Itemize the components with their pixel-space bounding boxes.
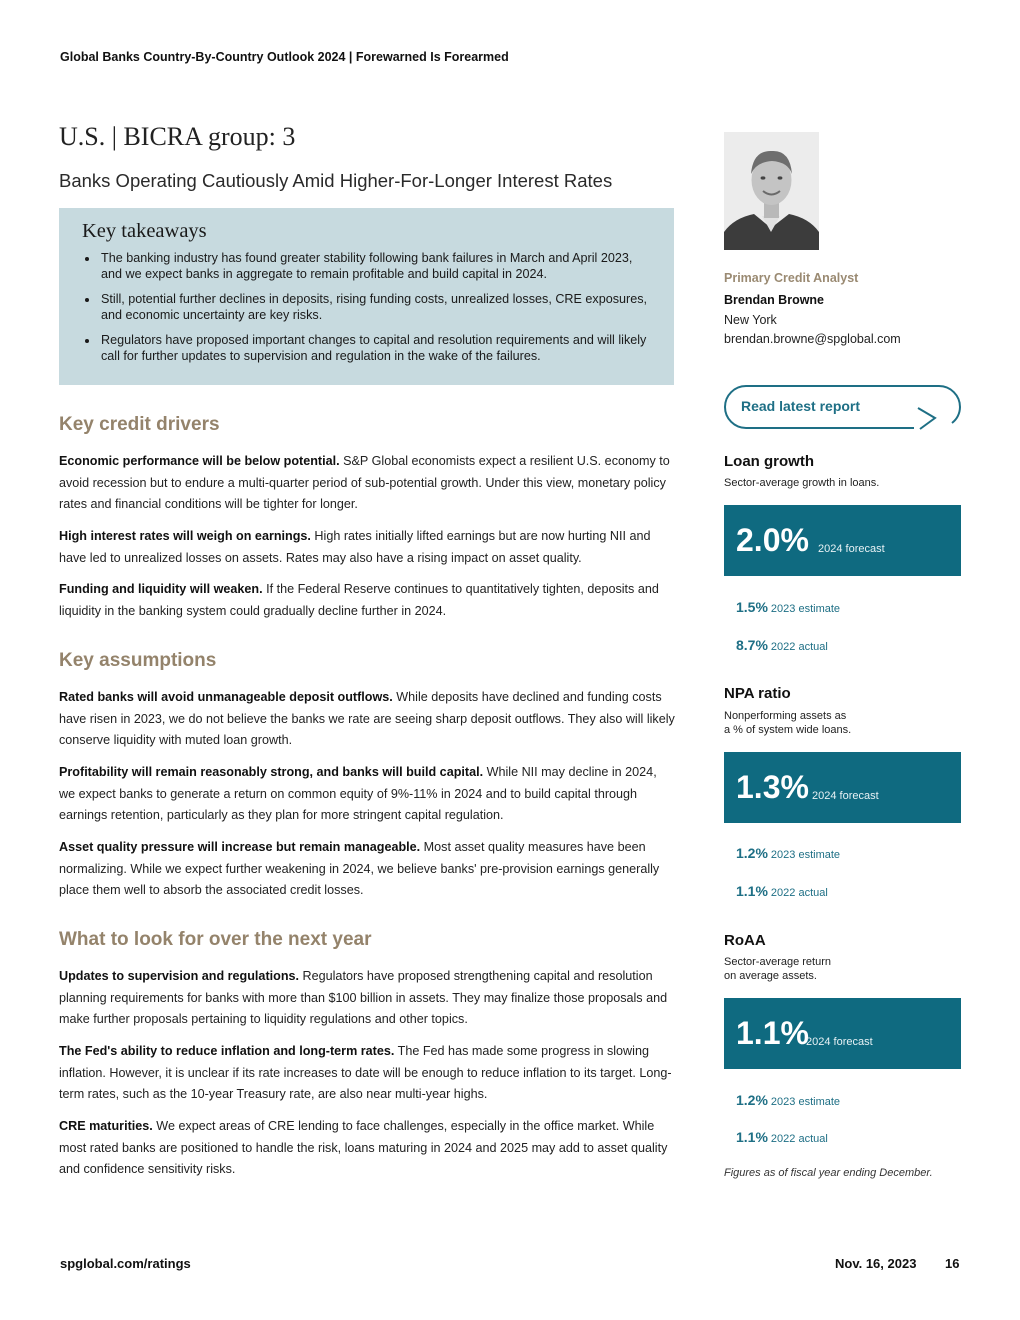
what-to-look-for-heading: What to look for over the next year [59,929,372,950]
metric-actual-value: 1.1% [736,1129,768,1145]
assumption-lead: Rated banks will avoid unmanageable deposit outflows. [59,690,393,704]
assumption-lead: Profitability will remain reasonably strong, and banks will build capital. [59,765,484,779]
metric-estimate-label: 2023 estimate [770,1096,841,1108]
metric-forecast-box [724,505,961,576]
footer-date: Nov. 16, 2023 [835,1256,917,1271]
metric-forecast-value: 1.1% [736,1015,809,1051]
metric-actual-value: 8.7% [736,637,768,653]
metric-actual [736,883,828,899]
report-header-title: Global Banks Country-By-Country Outlook 2024 | Forewarned Is Forearmed [60,50,509,64]
metric-actual [736,1129,828,1145]
analyst-name: Brendan Browne [724,293,825,307]
metric-actual [736,637,828,653]
metric-actual-value: 1.1% [736,883,768,899]
analyst-photo [724,132,819,250]
metric-forecast-label: 2024 forecast [818,543,885,555]
metric-subtitle [724,710,924,737]
metric-estimate-value: 1.2% [736,845,768,861]
takeaway-item: • Regulators have proposed important changes to capital and resolution requirements and will likely call for further updates to supervision and regulation in the wake of the failures. [99,333,650,364]
metric-actual-label: 2022 actual [770,887,828,899]
metric-actual-label: 2022 actual [770,1133,828,1145]
lookfor-paragraph [59,1116,675,1181]
assumption-paragraph [59,837,675,902]
lookfor-lead: CRE maturities. [59,1119,153,1133]
driver-paragraph [59,526,675,569]
lookfor-text: The Fed has made some progress in slowing inflation. However, it is unclear if its rate increases to date will be enough to reduce inflation to its target. Long-term rates, such as the 10-year Treasury rate, are also near multi-year highs. [59,1044,672,1101]
metric-forecast-label: 2024 forecast [812,790,879,802]
page-number: 16 [945,1256,960,1271]
driver-text: If the Federal Reserve continues to quantitatively tighten, deposits and liquidity in the banking system could gradually decline further in 2024. [59,582,659,618]
assumption-text: While deposits have declined and funding costs have risen in 2023, we do not believe the banks we rate are seeing sharp deposit outflows. They also will likely conserve liquidity with muted loan growth. [59,690,675,747]
metric-forecast-value: 1.3% [736,769,809,805]
assumption-text: Most asset quality measures have been normalizing. While we expect further weakening in 2024, we believe banks' pre-provision earnings generally place them well to absorb the associated credit losses. [59,840,660,897]
lookfor-lead: Updates to supervision and regulations. [59,969,300,983]
analyst-city: New York [724,313,777,327]
key-takeaways-list [82,251,650,364]
metric-subtitle-line: Sector-average return [724,956,831,968]
metric-estimate-label: 2023 estimate [770,849,841,861]
driver-paragraph [59,579,675,622]
lookfor-text: Regulators have proposed strengthening capital and resolution planning requirements for banks with more than $100 billion in assets. They may finalize those proposals and make further proposals pertaining to liquidity regulations and other topics. [59,969,668,1026]
driver-text: S&P Global economists expect a resilient U.S. economy to avoid recession but to endure a multi-quarter period of sub-potential growth. Under this view, monetary policy rates and financial conditions will be tighter for longer. [59,454,670,511]
driver-paragraph [59,451,675,516]
lookfor-paragraph [59,966,675,1031]
metric-estimate-label: 2023 estimate [770,603,841,615]
takeaway-item: • The banking industry has found greater stability following bank failures in March and April 2023, and we expect banks in aggregate to remain profitable and build capital in 2024. [99,251,650,282]
metric-title-npa-ratio: NPA ratio [724,685,791,702]
metric-estimate [736,599,840,615]
driver-lead: High interest rates will weigh on earnings. [59,529,311,543]
lookfor-lead: The Fed's ability to reduce inflation and long-term rates. [59,1044,395,1058]
figures-footnote: Figures as of fiscal year ending December. [724,1167,933,1179]
metric-title-roaa: RoAA [724,932,766,949]
metric-forecast-value: 2.0% [736,522,809,558]
metric-subtitle [724,477,924,491]
driver-lead: Funding and liquidity will weaken. [59,582,263,596]
analyst-portrait-icon [724,132,819,250]
footer-url-link[interactable]: spglobal.com/ratings [60,1256,191,1271]
key-takeaways-heading: Key takeaways [82,220,207,242]
lookfor-paragraph [59,1041,675,1106]
analyst-role: Primary Credit Analyst [724,271,859,285]
metric-subtitle-line: Sector-average growth in loans. [724,477,880,489]
assumption-text: While NII may decline in 2024, we expect banks to generate a return on common equity of 9%-11% in 2024 and to build capital through earnings retention, particularly as they plan for more stringent capital regulation. [59,765,657,822]
metric-subtitle-line: Nonperforming assets as [724,710,847,722]
assumption-paragraph [59,762,675,827]
metric-forecast-label: 2024 forecast [806,1036,873,1048]
assumption-paragraph [59,687,675,752]
metric-subtitle-line: on average assets. [724,969,817,982]
read-latest-report-button[interactable] [724,384,962,430]
assumption-lead: Asset quality pressure will increase but remain manageable. [59,840,421,854]
key-credit-drivers-heading: Key credit drivers [59,414,220,435]
driver-lead: Economic performance will be below potential. [59,454,340,468]
metric-actual-label: 2022 actual [770,641,828,653]
lookfor-text: We expect areas of CRE lending to face challenges, especially in the office market. While most rated banks are positioned to handle the risk, loans maturing in 2024 and 2025 may add to asset quality and confidence sensitivity risks. [59,1119,668,1176]
metric-forecast-box [724,752,961,823]
key-assumptions-heading: Key assumptions [59,650,217,671]
metric-estimate [736,1092,840,1108]
page-subtitle: Banks Operating Cautiously Amid Higher-For-Longer Interest Rates [59,170,613,191]
takeaway-item: • Still, potential further declines in deposits, rising funding costs, unrealized losses, CRE exposures, and economic uncertainty are key risks. [99,292,650,323]
key-takeaways-box [59,208,674,385]
page-title: U.S. | BICRA group: 3 [59,122,296,151]
metric-forecast-box [724,998,961,1069]
metric-subtitle-line: a % of system wide loans. [724,723,852,736]
read-latest-report-label: Read latest report [741,398,861,414]
metric-estimate [736,845,840,861]
metric-title-loan-growth: Loan growth [724,453,814,470]
metric-estimate-value: 1.5% [736,599,768,615]
metric-estimate-value: 1.2% [736,1092,768,1108]
metric-subtitle [724,956,924,983]
analyst-email-link[interactable]: brendan.browne@spglobal.com [724,332,901,346]
driver-text: High rates initially lifted earnings but are now hurting NII and have led to unrealized losses on assets. Rates may also have a rising impact on asset quality. [59,529,651,565]
